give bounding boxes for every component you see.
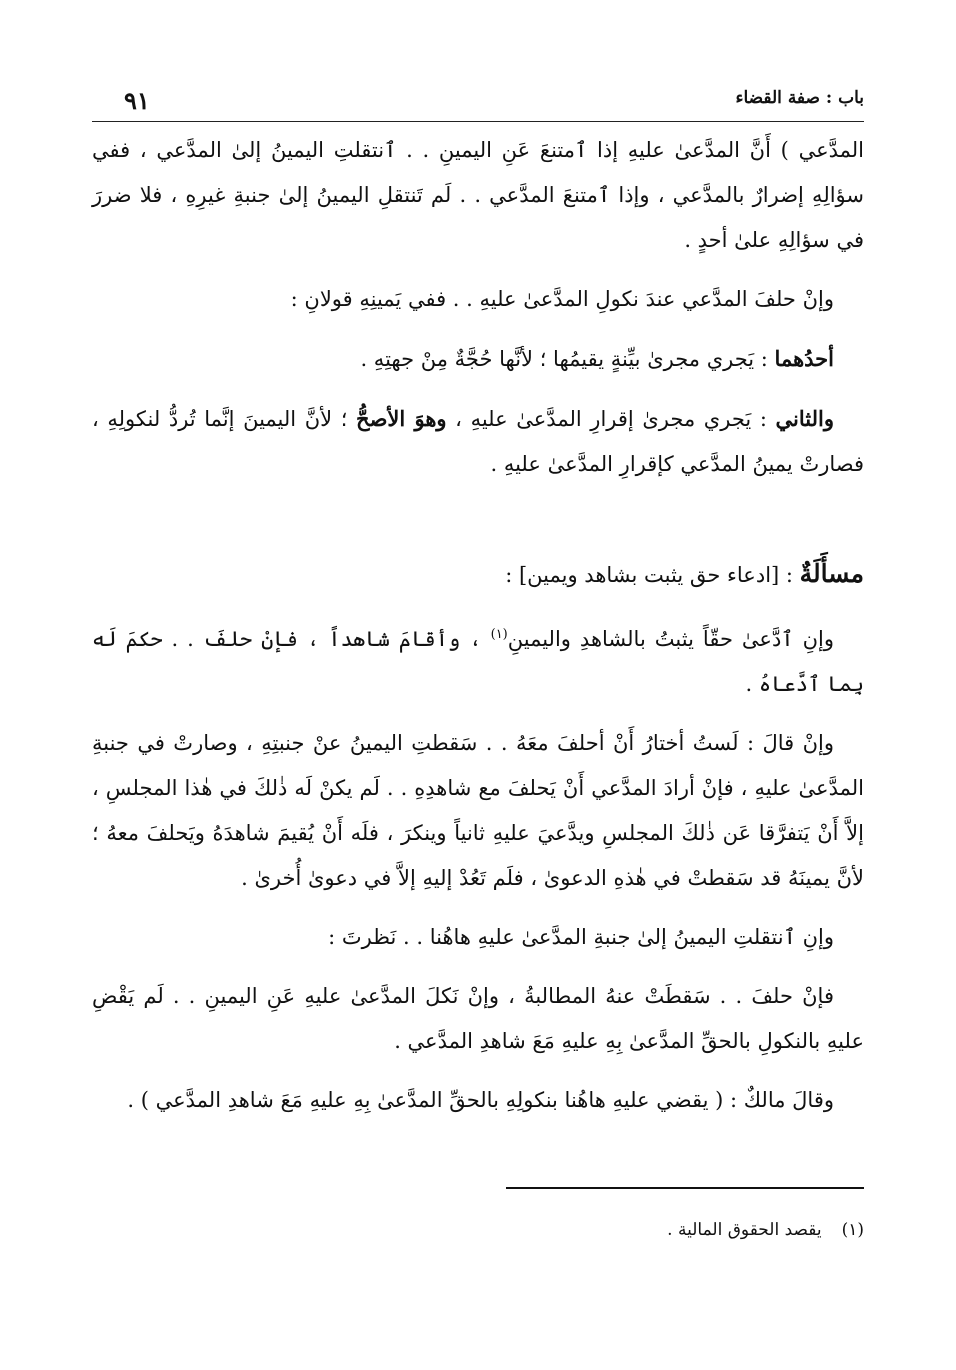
page-header <box>92 88 864 120</box>
masala-title: : [ادعاء حق يثبت بشاهد ويمين] : <box>505 563 800 587</box>
footnote-number: (١) <box>841 1220 864 1240</box>
second-opinion-text-a: : يَجري مجرىٰ إقرارِ المدَّعىٰ عليهِ ، <box>446 407 776 431</box>
page-number: ٩١ <box>124 86 150 115</box>
first-opinion-text: : يَجري مجرىٰ بيِّنةٍ يقيمُها ؛ لأنَّها حُجَّةٌ مِنْ جهتِهِ . <box>360 347 775 371</box>
section-gap <box>92 501 864 551</box>
paragraph-3 <box>92 336 864 382</box>
paragraph-5-b: ، وأقامَ شاهداً ، فإنْ حلفَ . . حكمَ لَه بِما ٱدَّعاهُ . <box>92 627 864 696</box>
paragraph-4 <box>92 396 864 487</box>
second-opinion-emphasis: وهوَ الأصحُّ <box>356 406 447 431</box>
paragraph-5 <box>92 612 864 707</box>
footnote-text: يقصد الحقوق المالية . <box>667 1220 822 1240</box>
body-text <box>92 128 864 1137</box>
first-opinion-label: أحدُهما <box>774 346 834 371</box>
paragraph-6: وإنْ قالَ : لَستُ أختارُ أَنْ أحلفَ معَهُ . . سَقطتِ اليمينُ عنْ جنبتِهِ ، وصارتْ في جنبةِ المدَّعىٰ عليهِ ، فإنْ أرادَ المدَّعي أَنْ يَحلفَ مع شاهدِهِ . . لَم يكنْ لَه ذٰلكَ في هٰذا المجلسِ ، إلاَّ أَنْ يَتفرَّقا عَن ذٰلكَ المجلسِ ويدَّعيَ عليهِ ثانياً وينكرَ ، فلَه أَنْ يُقيمَ شاهدَهُ ويَحلفَ معهُ ؛ لأنَّ يمينَهُ قد سَقطتْ في هٰذهِ الدعوىٰ ، فلَم تَعُدْ إليهِ إلاَّ في دعوىٰ أُخرىٰ . <box>92 731 864 890</box>
footnote-rule <box>506 1187 864 1189</box>
running-title: باب : صفة القضاء <box>735 88 864 108</box>
paragraph-9: وقالَ مالكٌ : ( يقضي عليهِ هاهُنا بنكولِهِ بالحقِّ المدَّعىٰ بِهِ عليهِ مَعَ شاهدِ المدَّعي ) . <box>127 1088 834 1112</box>
paragraph-7: وإنِ ٱنتقلتِ اليمينُ إلىٰ جنبةِ المدَّعىٰ عليهِ هاهُنا . . نَظرتَ : <box>328 925 834 949</box>
second-opinion-text-b: ؛ لأنَّ اليمينَ إنَّما تُردُّ لنكولِهِ ، فصارتْ يمينُ المدَّعي كإقرارِ المدَّعىٰ عليهِ . <box>92 407 864 476</box>
paragraph-2: وإنْ حلفَ المدَّعي عندَ نكولِ المدَّعىٰ عليهِ . . ففي يَمينِهِ قولانِ : <box>290 287 834 311</box>
paragraph-1: المدَّعي ) أَنَّ المدَّعىٰ عليهِ إذا ٱمتنعَ عَنِ اليمينِ . . ٱنتقلتِ اليمينُ إلىٰ المدَّعي ، ففي سؤالِهِ إضرارٌ بالمدَّعي ، وإذا ٱمتنعَ المدَّعي . . لَم تَنتقلِ اليمينُ إلىٰ جنبةِ غيرِهِ ، فلا ضررَ في سؤالِهِ علىٰ أحدٍ . <box>92 138 864 252</box>
footnote <box>92 1220 864 1240</box>
masala-heading <box>92 551 864 598</box>
second-opinion-label: والثاني <box>775 406 835 431</box>
footnote-reference: (١) <box>490 627 508 642</box>
paragraph-5-a: وإنِ ٱدَّعىٰ حقّاً يثبتُ بالشاهدِ واليمينِ <box>507 627 834 651</box>
masala-label: مسأَلَةٌ <box>799 559 864 588</box>
header-rule <box>92 121 864 122</box>
paragraph-8: فإنْ حلفَ . . سَقطَتْ عنهُ المطالبةُ ، وإنْ نَكلَ المدَّعىٰ عليهِ عَنِ اليمينِ . . لَم يَقْضِ عليهِ بالنكولِ بالحقِّ المدَّعىٰ بِهِ عليهِ مَعَ شاهدِ المدَّعي . <box>92 984 864 1053</box>
